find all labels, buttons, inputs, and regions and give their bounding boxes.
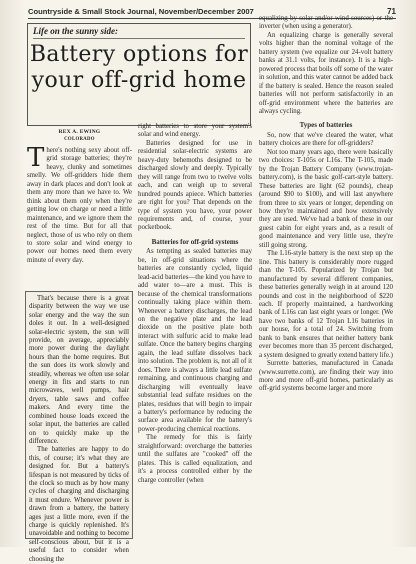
drop-cap: T (27, 143, 45, 173)
author-location: COLORADO (64, 137, 95, 142)
paragraph: equalizing by solar and/or wind sources) or the inverter (when using a generator). (259, 15, 393, 31)
column-3 (259, 15, 393, 394)
page-number: 71 (387, 6, 396, 16)
paragraph: The L16-style battery is the next step up the line. This battery is considerably more rugged than the T-105. Popularized by Trojan but manufactured by several different companies, these batteries generally weigh in at around 120 pounds and cost in the neighborhood of $220 each. If properly maintained, a hardworking bank of L16s can last eight years or longer. (We have two banks of 12 Trojan L16 batteries in our house, for a total of 24. Switching from bank to bank ensures that neither battery bank ever becomes more than 35 percent discharged, a system designed to greatly extend battery life.) (259, 250, 393, 359)
paragraph: That's because there is a great disparity between the way we use solar energy and the way the sun doles it out. In a well-designed solar-electric system, the sun will provide, on average, appreciably more power during the daylight hours than the home requires. But the sun does its work slowly and steadily, whereas we often use solar energy in fits and starts to run microwaves, well pumps, hair dryers, table saws and coffee makers. And every time the combined house loads exceed the solar input, the batteries are called on to quickly make up the difference. (29, 295, 129, 445)
paragraph: right batteries to store your system's solar and wind energy. (138, 123, 252, 139)
paragraph: Surrette batteries, manufactured in Canada (www.surrette.com), are finding their way into more and more off-grid homes, particularly as off-grid systems become larger and more (259, 360, 393, 393)
journal-title: Countryside & Small Stock Journal, November/December 2007 (28, 6, 254, 16)
paragraph: The batteries are happy to do this, of course; it's what they are designed for. But a battery's lifespan is not measured by ticks of the clock so much as by how many cycles of charging and discharging it must endure. Whenever power is drawn from a battery, the battery ages just a little more, even if the charge is quickly replenished. It's unavoidable and nothing to become self-conscious about, but it is a useful fact to consider when choosing the (29, 446, 129, 563)
article-body (27, 15, 393, 563)
column-1 (27, 143, 132, 265)
paragraph: An equalizing charge is generally several volts higher than the nominal voltage of the battery system (we equalize our 24-volt battery banks at 31.1 volts, for instance). It is a high-powered process that boils off some of the water in solution, and this water cannot be added back if the battery is sealed. Hence the reason sealed batteries will not perform satisfactorily in an off-grid environment where the batteries are always cycling. (259, 31, 393, 115)
opening-text: here's nothing sexy about off-grid storage batteries; they're heavy, clunky and sometimes smelly. We off-gridders hide them away in dark places and don't look at them any more than we have to. We think about them only when they're getting low on charge or need a little maintenance, and we ignore them the rest of the time. But for all that neglect, those of us who rely on them to store solar and wind energy to power our homes need them every minute of every day. (27, 147, 132, 264)
paragraph: Not too many years ago, there were basically two choices: T-105s or L16s. The T-105, made by the Trojan Battery Company (www.trojan-battery.com), is the basic golf-cart-style battery. These batteries are light (62 pounds), cheap (around $90 to $100), and will last anywhere from three to six years or longer, depending on how they're maintained and how extensively they are used. We've had a bank of these in our guest cabin for eight years and, as a result of good maintenance and very little use, they're still going strong. (259, 148, 393, 249)
subheading: Types of batteries (299, 121, 353, 130)
subheading: Batteries for off-grid systems (151, 237, 239, 246)
opening-paragraph (27, 143, 132, 265)
section-rule (33, 38, 245, 39)
title-box (27, 23, 251, 126)
author-name: REX A. EWING (58, 129, 101, 135)
paragraph: The remedy for this is fairly straightforward: overcharge the batteries until the sulfates are "cooked" off the plates. This is called equalization, and it's a process controlled either by the charge controller (when (138, 434, 252, 484)
column-2 (138, 123, 252, 485)
byline (27, 129, 132, 143)
paragraph: As tempting as sealed batteries may be, in off-grid situations where the batteries are constantly cycled, liquid lead-acid batteries—the kind you have to add water to—are a must. This is because of the chemical transformations continually taking place within them. Whenever a battery discharges, the lead on the negative plate and the lead dioxide on the positive plate both interact with sulfuric acid to make lead sulfate. Once the battery begins charging again, the lead sulfate dissolves back into solution. The problem is, not all of it does. There is always a little lead sulfate remaining, and continuous charging and discharging will eventually leave substantial lead sulfate residues on the plates, residues that will begin to impair a battery's performance by reducing the surface area available for the battery's power-producing chemical reactions. (138, 248, 252, 433)
section-label: Life on the sunny side: (33, 26, 119, 36)
paragraph: So, now that we've cleared the water, what battery choices are there for off-gridders? (259, 131, 393, 148)
paragraph: Batteries designed for use in residential solar-electric systems are heavy-duty behemoths designed to be discharged slowly and deeply. Typically they will range from two to twelve volts each, and can weigh up to several hundred pounds apiece. Which batteries are right for you? That depends on the type of system you have, your power requirements and, of course, your pocketbook. (138, 139, 252, 232)
article-title: Battery options for your off-grid home (29, 42, 249, 93)
boxed-text (25, 291, 133, 563)
